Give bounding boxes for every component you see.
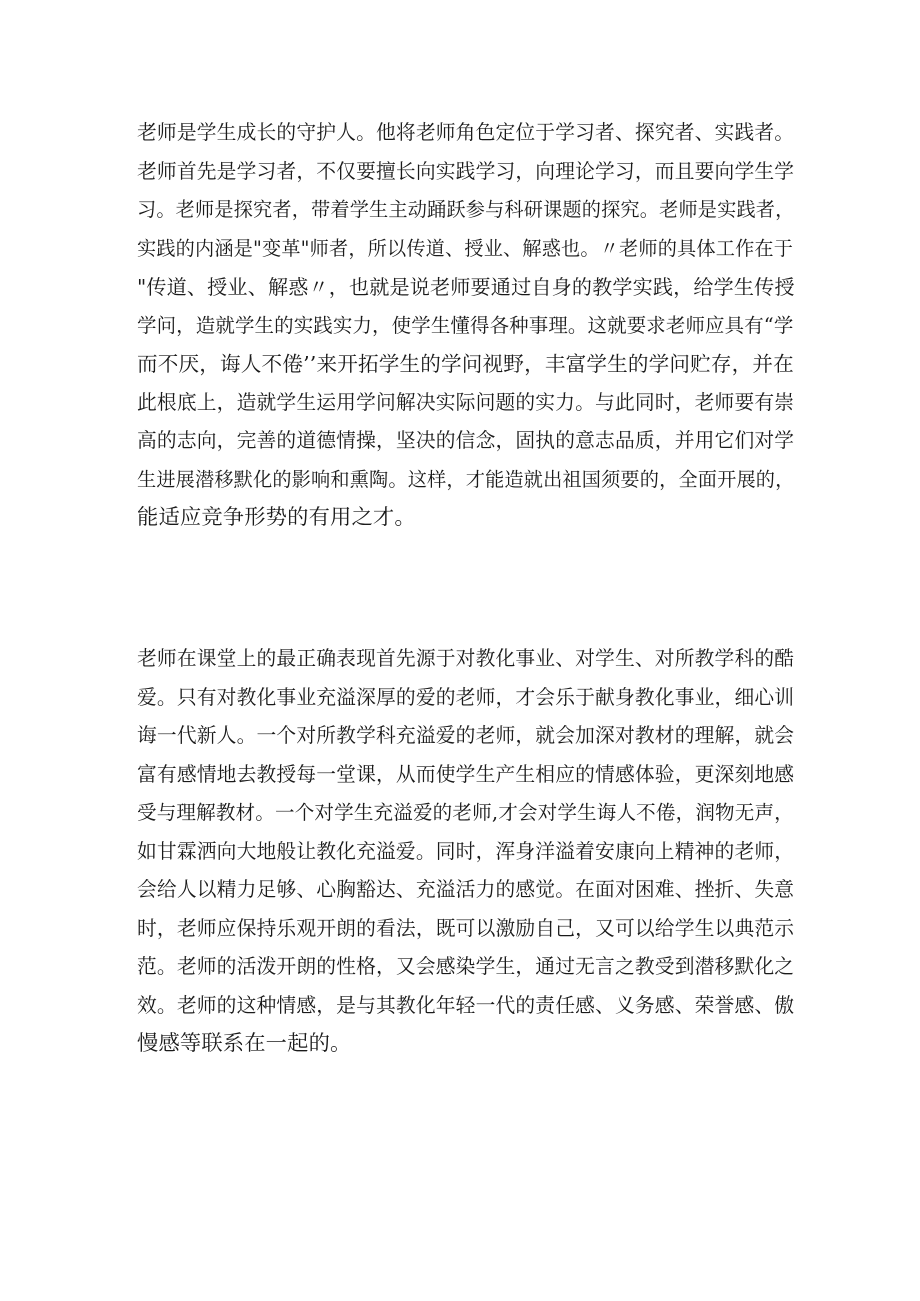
text-line: 老师在课堂上的最正确表现首先源于对教化事业、对学生、对所教学科的酷 <box>137 647 795 670</box>
text-line: 富有感情地去教授每一堂课，从而使学生产生相应的情感体验，更深刻地感 <box>137 762 795 786</box>
text-line: 而不厌，诲人不倦’’来开拓学生的学问视野，丰富学生的学问贮存，并在 <box>137 352 794 376</box>
text-line: 爱。只有对教化事业充溢深厚的爱的老师，才会乐于献身教化事业，细心训 <box>137 685 795 709</box>
text-line: 时，老师应保持乐观开朗的看法，既可以激励自己，又可以给学生以典范示 <box>137 916 795 940</box>
text-line: 诲一代新人。一个对所教学科充溢爱的老师，就会加深对教材的理解，就会 <box>137 724 795 747</box>
text-line: 实践的内涵是"变革"师者，所以传道、授业、解惑也。〃老师的具体工作在于 <box>137 236 794 260</box>
paragraph-teacher-classroom <box>137 640 794 1064</box>
text-line: 老师首先是学习者，不仅要擅长向实践学习，向理论学习，而且要向学生学 <box>137 159 795 183</box>
text-line: 能适应竞争形势的有用之才。 <box>137 505 416 530</box>
text-line: 学问，造就学生的实践实力，使学生懂得各种事理。这就要求老师应具有“学 <box>137 313 794 337</box>
text-line: 生进展潜移默化的影响和熏陶。这样，才能造就出祖国须要的，全面开展的， <box>137 467 795 491</box>
paragraph-teacher-role <box>137 114 794 538</box>
text-line: 慢感等联系在一起的。 <box>137 1031 352 1056</box>
text-line: 会给人以精力足够、心胸豁达、充溢活力的感觉。在面对困难、挫折、失意 <box>137 878 795 901</box>
text-line: 受与理解教材。一个对学生充溢爱的老师,才会对学生诲人不倦，润物无声， <box>137 801 794 824</box>
text-line: 范。老师的活泼开朗的性格，又会感染学生，通过无言之教受到潜移默化之 <box>137 955 795 978</box>
text-line: 此根底上，造就学生运用学问解决实际问题的实力。与此同时，老师要有崇 <box>137 390 795 414</box>
text-line: "传道、授业、解惑〃，也就是说老师要通过自身的教学实践，给学生传授 <box>137 275 795 299</box>
text-line: 老师是学生成长的守护人。他将老师角色定位于学习者、探究者、实践者。 <box>137 121 795 144</box>
text-line: 高的志向，完善的道德情操，坚决的信念，固执的意志品质，并用它们对学 <box>137 429 795 452</box>
text-line: 如甘霖洒向大地般让教化充溢爱。同时，浑身洋溢着安康向上精神的老师， <box>137 839 795 863</box>
text-line: 习。老师是探究者，带着学生主动踊跃参与科研课题的探究。老师是实践者， <box>137 198 795 221</box>
text-line: 效。老师的这种情感，是与其教化年轻一代的责任感、义务感、荣誉感、傲 <box>137 993 795 1017</box>
